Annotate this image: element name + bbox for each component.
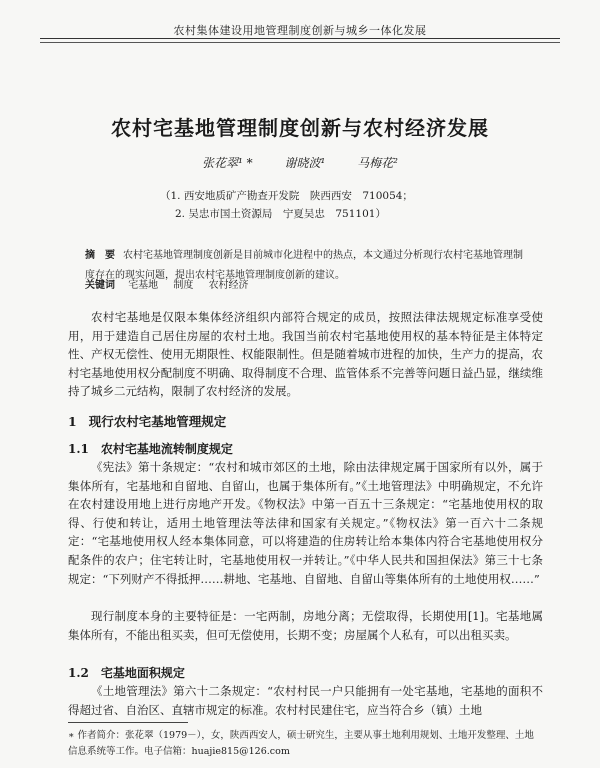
author-3: 马梅花²	[357, 156, 398, 170]
section-number: 1.1	[68, 442, 89, 456]
section-title: 现行农村宅基地管理规定	[88, 414, 227, 429]
section-1-heading	[68, 412, 226, 430]
author-1: 张花翠¹ *	[202, 156, 253, 170]
paper-title: 农村宅基地管理制度创新与农村经济发展	[111, 116, 489, 140]
section-1-1-heading	[68, 440, 233, 457]
header-rule-thin	[40, 42, 560, 43]
running-head: 农村集体建设用地管理制度创新与城乡一体化发展	[173, 24, 427, 37]
author-footnote: ∗ 作者简介：张花翠（1979－），女，陕西西安人，硕士研究生，主要从事土地利用规划、土地开发整理、土地信息系统等工作。电子信箱：huajie815@126.com	[68, 730, 534, 757]
section-number: 1	[68, 414, 77, 429]
footnote-rule	[68, 722, 188, 723]
section-number: 1.2	[68, 666, 89, 680]
body-paragraph: 《宪法》第十条规定：“农村和城市郊区的土地，除由法律规定属于国家所有以外，属于集体所有，宅基地和自留地、自留山，也属于集体所有。”《土地管理法》中明确规定，不允许在农村建设用地上进行房地产开发。《物权法》中第一百五十三条规定：“宅基地使用权的取得、行使和转让，适用土地管理法等法律和国家有关规定。”《物权法》第一百六十二条规定：“宅基地使用权人经本集体同意，可以将建造的住房转让给本集体内符合宅基地使用权分配条件的农户；住宅转让时，宅基地使用权一并转让。”《中华人民共和国担保法》第三十七条规定：“下列财产不得抵押……耕地、宅基地、自留地、自留山等集体所有的土地使用权……”	[68, 460, 543, 586]
body-paragraph: 现行制度本身的主要特征是：一宅两制，房地分离；无偿取得，长期使用[1]。宅基地属集体所有，不能出租买卖，但可无偿使用，长期不变；房屋属个人私有，可以出租买卖。	[68, 609, 543, 642]
abstract-label: 摘 要	[85, 250, 115, 261]
keyword: 农村经济	[208, 280, 249, 291]
section-title: 农村宅基地流转制度规定	[100, 442, 233, 456]
section-1-2-heading	[68, 664, 185, 681]
section-title: 宅基地面积规定	[100, 666, 185, 680]
affiliation-2: 2. 吴忠市国土资源局 宁夏吴忠 751101）	[175, 208, 386, 220]
affiliation-1: （1. 西安地质矿产勘查开发院 陕西西安 710054；	[160, 190, 413, 202]
body-paragraph: 《土地管理法》第六十二条规定：“农村村民一户只能拥有一处宅基地，宅基地的面积不得超过省、自治区、直辖市规定的标准。农村村民建住宅，应当符合乡（镇）土地	[68, 684, 543, 717]
keywords-label: 关键词	[85, 280, 115, 291]
keyword: 制度	[173, 280, 194, 291]
header-rule	[40, 38, 560, 39]
keyword: 宅基地	[128, 280, 159, 291]
author-2: 谢晓波¹	[284, 156, 326, 170]
author-list	[0, 154, 600, 171]
keywords	[85, 276, 525, 291]
abstract-text: 农村宅基地管理制度创新是目前城市化进程中的热点，本文通过分析现行农村宅基地管理制度存在的现实问题，提出农村宅基地管理制度创新的建议。	[85, 250, 523, 281]
intro-paragraph: 农村宅基地是仅限本集体经济组织内部符合规定的成员，按照法律法规规定标准享受使用，用于建造自己居住房屋的农村土地。我国当前农村宅基地使用权的基本特征是主体特定性、产权无偿性、使用无期限性、权能限制性。但是随着城市进程的加快，生产力的提高，农村宅基地使用权分配制度不明确、取得制度不合理、监管体系不完善等问题日益凸显，继续维持了城乡二元结构，限制了农村经济的发展。	[68, 310, 543, 399]
